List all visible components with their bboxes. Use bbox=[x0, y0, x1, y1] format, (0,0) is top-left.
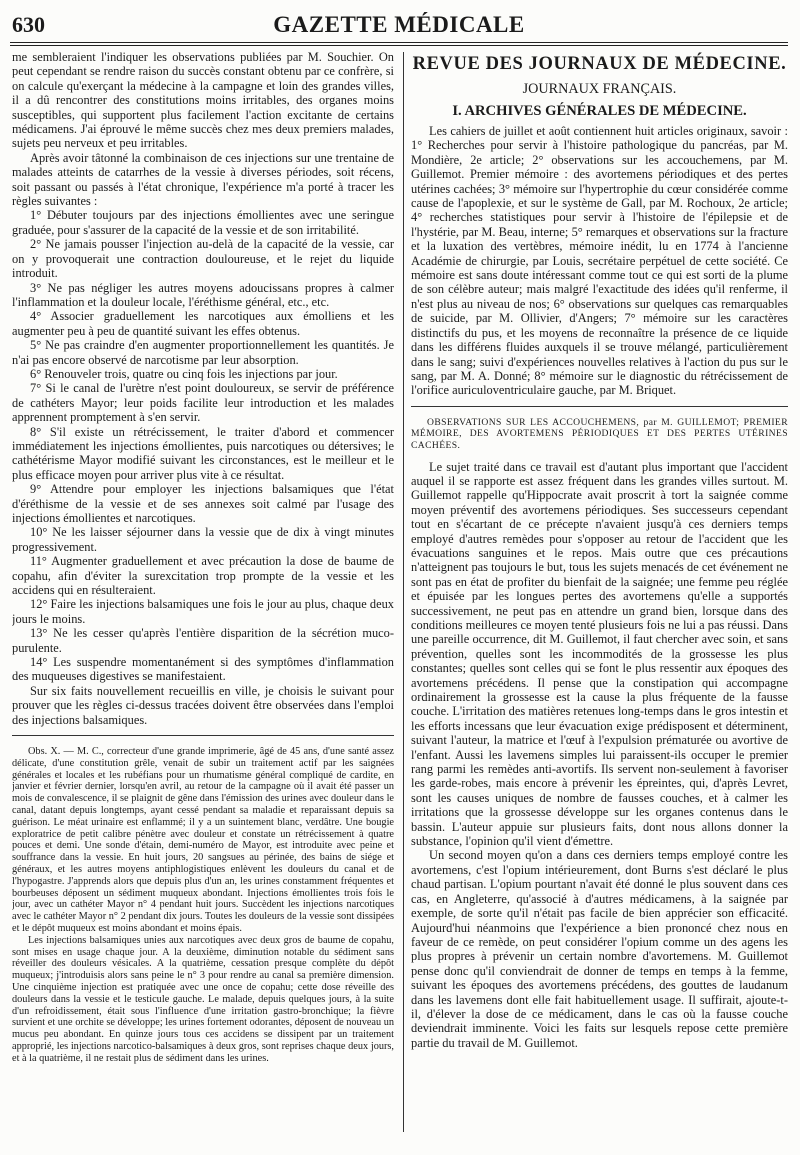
intro-paragraph: Les cahiers de juillet et août contiennent huit articles originaux, savoir : 1° Recherches pour servir à l'histoire pathologique du pancréas, par M. Mondière, 2e article; 2° observations sur les accouchemens, par M. Guillemot. Premier mémoire : des avortemens périodiques et des pertes utérines cachées; 3° mémoire sur l'hypertrophie du cœur considérée comme cause de l'apoplexie, et sur le système de Gall, par M. Rochoux, 2e article; 4° recherches statistiques pour servir à l'histoire de l'épilepsie et de l'hystérie, par M. Beau, interne; 5° remarques et observations sur la fracture et la luxation des vertèbres, mémoire inédit, lu en 1774 à l'ancienne Académie de chirurgie, par Louis, secrétaire perpétuel de cette société. Ce mémoire est sans doute intéressant comme tout ce qui est sorti de la plume de son célèbre auteur; mais malgré l'exactitude des idées qu'il renferme, il n'est plus au niveau de nos; 6° observations sur quelques cas remarquables de suicide, par M. Ollivier, d'Angers; 7° mémoire sur les caractères distinctifs du pus, et les moyens de reconnaître la présence de ce liquide dans les différens fluides auxquels il se trouve mélangé, particulièrement dans le sang; suivi d'expériences nouvelles relatives à l'action du pus sur le sang, par M. A. Donné; 8° mémoire sur le diagnostic du rétrécissement de l'orifice auriculoventriculaire gauche, par M. Briquet. bbox=[411, 124, 788, 398]
page-number: 630 bbox=[12, 12, 45, 37]
rule-item: 4° Associer graduellement les narcotiques aux émolliens et les augmenter peu à peu de quantité suivant les effes obtenus. bbox=[12, 309, 394, 338]
observation-divider bbox=[12, 735, 394, 736]
article-paragraph: Le sujet traité dans ce travail est d'autant plus important que l'accident auquel il se rapporte est assez fréquent dans les grandes villes surtout. M. Guillemot rappelle qu'Hippocrate avait proscrit à tort la saignée comme moyen préventif des avortemens périodiques. Ses successeurs cependant tout en s'écartant de ce précepte n'avaient jusqu'à ces derniers temps employé d'autres remèdes pour s'opposer au retour de l'accident que les évacuations sanguines et le repos. Mais outre que ces précautions n'atteignent pas toujours le but, tous les sujets menacés de cet événement ne sont pas en état de profiter du bienfait de la saignée; une femme peu réglée et épuisée par les longues pertes des avortemens qu'elle a supportés successivement, ne peut pas en attendre un grand bien, lorsque dans des conditions meilleures ce moyen tenté plusieurs fois ne lui a pas réussi. Dans une pareille occurrence, dit M. Guillemot, il faut chercher avec soin, et sans prévention, quelles sont les incommodités de la grossesse les plus constantes; quelles sont celles qui se font le plus ressentir aux époques des avortemens précédens. Il pense que la constipation qui accompagne ordinairement la grossesse est la cause la plus fréquente de la fausse couche. L'irritation des matières retenues long-temps dans le gros intestin et les efforts incessans que leur évacuation exige prédisposent et déterminent, suivant l'auteur, la matrice et l'œuf à l'expulsion prématurée ou avortive de l'enfant. Aussi les lavemens simples lui paraissent-ils occuper le premier rang parmi les remèdes anti-avortifs. Ils servent non-seulement à favoriser les garde-robes, mais encore à prévenir les épreintes, qui, d'après Levret, sont les causes uniques de nombre de fausses couches, et à calmer les irritations que la grossesse développe sur les organes contenus dans le bassin. L'auteur appuie sur plusieurs faits, dont nous allons donner la substance, l'opinion qu'il vient d'émettre. bbox=[411, 459, 788, 849]
observation-paragraph: Obs. X. — M. C., correcteur d'une grande imprimerie, âgé de 45 ans, d'une santé assez délicate, d'une constitution grêle, venait de subir un traitement actif par les saignées générales et locales et les rubéfians pour un rhumatisme général compliqué de cardite, en janvier et février dernier, lorsqu'en avril, au retour de la campagne où il avait été passer un mois de convalescence, il se plaignit de gêne dans l'émission des urines avec douleur dans le canal, datant depuis longtemps, ayant cessé pendant sa maladie et reparaissant depuis sa guérison. Le méat urinaire est enflammé; il y a un suintement blanc, verdâtre. Une bougie exploratrice de petit calibre pénètre avec douleur et constate un rétrécissement à quatre pouces et demi. Une sonde d'étain, demi-numéro de Mayor, est introduite avec peine et souffrance dans la vessie. En huit jours, 20 sangsues au périnée, des bains de siége et généraux, et les autres moyens antiphlogistiques enlèvent les douleurs du canal et de l'hypogastre. J'apprends alors que depuis plus d'un an, les urines constamment fréquentes et bourbeuses déposent un sédiment muqueux abondant. Injections émollientes trois fois le jour, avec un cathéter Mayor n° 4 pendant huit jours. Succèdent les injections narcotiques avec le cathéter Mayor n° 2 pendant dix jours. Toutes les douleurs de la vessie sont dissipées et le dépôt muqueux est moins abondant et moins épais. bbox=[12, 746, 394, 935]
section-title: REVUE DES JOURNAUX DE MÉDECINE. bbox=[412, 54, 787, 74]
rule-item: 10° Ne les laisser séjourner dans la vessie que de dix à vingt minutes progressivement. bbox=[12, 525, 394, 554]
rule-item: 8° S'il existe un rétrécissement, le traiter d'abord et commencer immédiatement les injections émollientes, puis narcotiques ou détersives; le cathétérisme Mayor modifié suivant les circonstances, est le meilleur et le plus efficace moyen pour arriver plus vite à ce résultat. bbox=[12, 424, 394, 482]
rule-item: 2° Ne jamais pousser l'injection au-delà de la capacité de la vessie, car on y provoquerait une contraction douloureuse, et le rejet du liquide introduit. bbox=[12, 237, 394, 281]
header-rule-bottom bbox=[10, 45, 788, 46]
article-divider bbox=[411, 406, 788, 407]
rule-item: 13° Ne les cesser qu'après l'entière disparition de la sécrétion muco-purulente. bbox=[12, 626, 394, 655]
column-divider bbox=[403, 52, 404, 1132]
rule-item: 6° Renouveler trois, quatre ou cinq fois les injections par jour. bbox=[30, 366, 338, 381]
page-header bbox=[10, 8, 788, 42]
rule-item: 1° Débuter toujours par des injections émollientes avec une seringue graduée, pour s'assurer de la capacité de la vessie et de son irritabilité. bbox=[12, 208, 394, 237]
rule-item: 9° Attendre pour employer les injections balsamiques que l'état d'éréthisme de la vessie et de ses annexes soit calmé par l'usage des injections émollientes et narcotiques. bbox=[12, 482, 394, 525]
journal-heading: I. ARCHIVES GÉNÉRALES DE MÉDECINE. bbox=[452, 103, 747, 119]
left-paragraph: me sembleraient l'indiquer les observations publiées par M. Souchier. On peut cependant se rendre raison du succès constant obtenu par ce confrère, si on calcule qu'exerçant la médecine à la campagne et loin des grandes villes, il a dû rencontrer des constitutions moins irritables, des organes moins susceptibles, qui supportent plus facilement l'action excitante de certains médicamens. J'ai éprouvé le même succès chez mes deux premiers malades, sujets peu nerveux et peu irritables. bbox=[12, 50, 394, 151]
right-column bbox=[411, 50, 788, 1050]
rule-item: 7° Si le canal de l'urètre n'est point douloureux, se servir de préférence de cathéters Mayor; leur poids facilite leur introduction et les malades apprennent promptement à s'en servir. bbox=[12, 381, 394, 425]
rule-item: 3° Ne pas négliger les autres moyens adoucissans propres à calmer l'inflammation et la douleur locale, l'éréthisme général, etc., etc. bbox=[12, 280, 394, 309]
subsection-title: JOURNAUX FRANÇAIS. bbox=[522, 81, 677, 97]
article-paragraph: Un second moyen qu'on a dans ces derniers temps employé contre les avortemens, c'est l'opium intérieurement, dont Burns s'est déclaré le plus chaud partisan. L'opium pourtant n'avait été donné le plus souvent dans ces cas, en Angleterre, qu'associé à d'autres médicamens, à la saignée par exemple, de sorte qu'il n'était pas facile de bien apprécier son efficacité. Aujourd'hui néanmoins que l'expérience a bien prononcé chez nous en faveur de ce remède, on peut considérer l'opium comme un des agens les plus propres à prévenir un certain nombre d'avortemens. M. Guillemot pense donc qu'il conviendrait de donner de temps en temps à la femme, suivant les époques des avortemens précédens, des gouttes de laudanum dans les lavemens dont elle fait habituellement usage. Il suffirait, ajoute-t-il, d'élever la dose de ce médicament, dans le cas où la fausse couche deviendrait imminente. Voici les faits sur lesquels repose cette première partie du travail de M. Guillemot. bbox=[411, 848, 788, 1050]
article-heading: OBSERVATIONS SUR LES ACCOUCHEMENS, par M. GUILLEMOT; PREMIER MÉMOIRE, DES AVORTEMENS PÉRIODIQUES ET DES PERTES UTÉRINES CACHÉES. bbox=[411, 416, 788, 451]
rule-item: 11° Augmenter graduellement et avec précaution la dose de baume de copahu, afin d'éviter la surexcitation trop prompte de la vessie et les accidens qui en résulteraient. bbox=[12, 554, 394, 598]
header-rule-top bbox=[10, 42, 788, 43]
rule-item: 12° Faire les injections balsamiques une fois le jour au plus, chaque deux jours le moins. bbox=[12, 597, 394, 626]
left-paragraph: Sur six faits nouvellement recueillis en ville, je choisis le suivant pour prouver que les règles ci-dessus tracées doivent être observées dans l'emploi des injections balsamiques. bbox=[12, 683, 394, 727]
left-column bbox=[12, 50, 394, 1065]
rule-item: 5° Ne pas craindre d'en augmenter proportionnellement les quantités. Je n'ai pas encore observé de narcotisme par leur absorption. bbox=[12, 338, 394, 367]
left-paragraph: Après avoir tâtonné la combinaison de ces injections sur une trentaine de malades atteints de catarrhes de la vessie à diverses périodes, soit récens, soit passant ou passés à l'état chronique, l'expérience m'a porté à tracer les règles suivantes : bbox=[12, 150, 394, 209]
journal-title: GAZETTE MÉDICALE bbox=[273, 12, 525, 37]
observation-paragraph: Les injections balsamiques unies aux narcotiques avec deux gros de baume de copahu, sont mises en usage chaque jour. A la deuxième, diminution notable du sédiment sans réveiller des douleurs vésicales. A la quatrième, cessation presque complète du dépôt muqueux; j'introduisis alors sans peine le n° 3 pour rendre au canal sa première dimension. Une cinquième injection est pratiquée avec une once de copahu; cette dose réveille des douleurs dans la vessie et le testicule gauche. Le malade, depuis quelques jours, à la suite d'un refroidissement, était sous l'influence d'une irritation gastro-bronchique; la fièvre survient et une orchite se développe; les urines fortement odorantes, déposent de nouveau un mucus peu abondant. En quinze jours tous ces accidens se dissipent par un traitement approprié, les injections narcotico-balsamiques à deux gros, sont reprises chaque deux jours, et à la quatrième, il ne restait plus de sédiment dans les urines. bbox=[12, 934, 394, 1064]
rule-item: 14° Les suspendre momentanément si des symptômes d'inflammation des muqueuses digestives se manifestaient. bbox=[12, 655, 394, 684]
